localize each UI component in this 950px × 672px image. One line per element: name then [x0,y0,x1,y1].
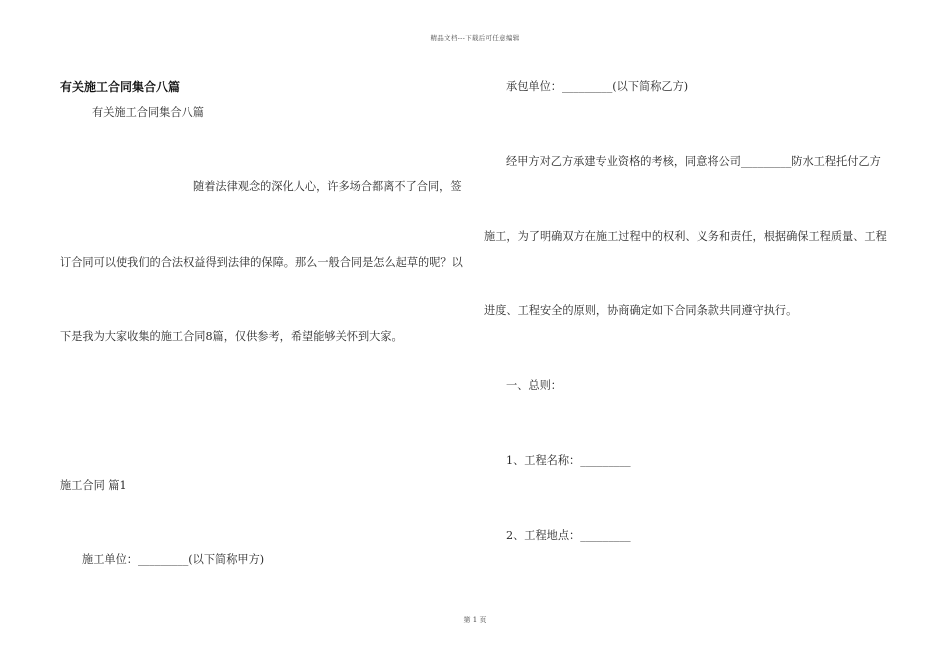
intro-paragraph-line-3: 下是我为大家收集的施工合同8篇，仅供参考，希望能够关怀到大家。 [60,330,403,343]
project-name-item: 1、工程名称：_________ [506,454,631,467]
intro-paragraph-line-1: 随着法律观念的深化人心，许多场合都离不了合同，签 [193,180,462,193]
right-column [484,0,894,672]
page-number: 第 1 页 [463,616,487,624]
contract-paragraph-line-3: 进度、工程安全的原则，协商确定如下合同条款共同遵守执行。 [484,304,798,317]
left-column [60,0,465,672]
party-b-line: 承包单位：_________(以下简称乙方) [506,80,689,93]
section-heading: 施工合同 篇1 [60,479,127,492]
intro-paragraph-line-2: 订合同可以使我们的合法权益得到法律的保障。那么一般合同是怎么起草的呢？以 [60,256,463,269]
document-subtitle: 有关施工合同集合八篇 [92,106,204,119]
contract-paragraph-line-1: 经甲方对乙方承建专业资格的考核，同意将公司_________防水工程托付乙方 [506,155,881,168]
document-title: 有关施工合同集合八篇 [60,80,181,94]
party-a-line: 施工单位：_________(以下简称甲方) [82,553,265,566]
general-provisions-heading: 一、总则： [506,379,562,392]
page-header: 精品文档---下载后可任意编辑 [430,34,520,42]
project-location-item: 2、工程地点：_________ [506,529,631,542]
contract-paragraph-line-2: 施工，为了明确双方在施工过程中的权利、义务和责任，根据确保工程质量、工程 [484,230,887,243]
